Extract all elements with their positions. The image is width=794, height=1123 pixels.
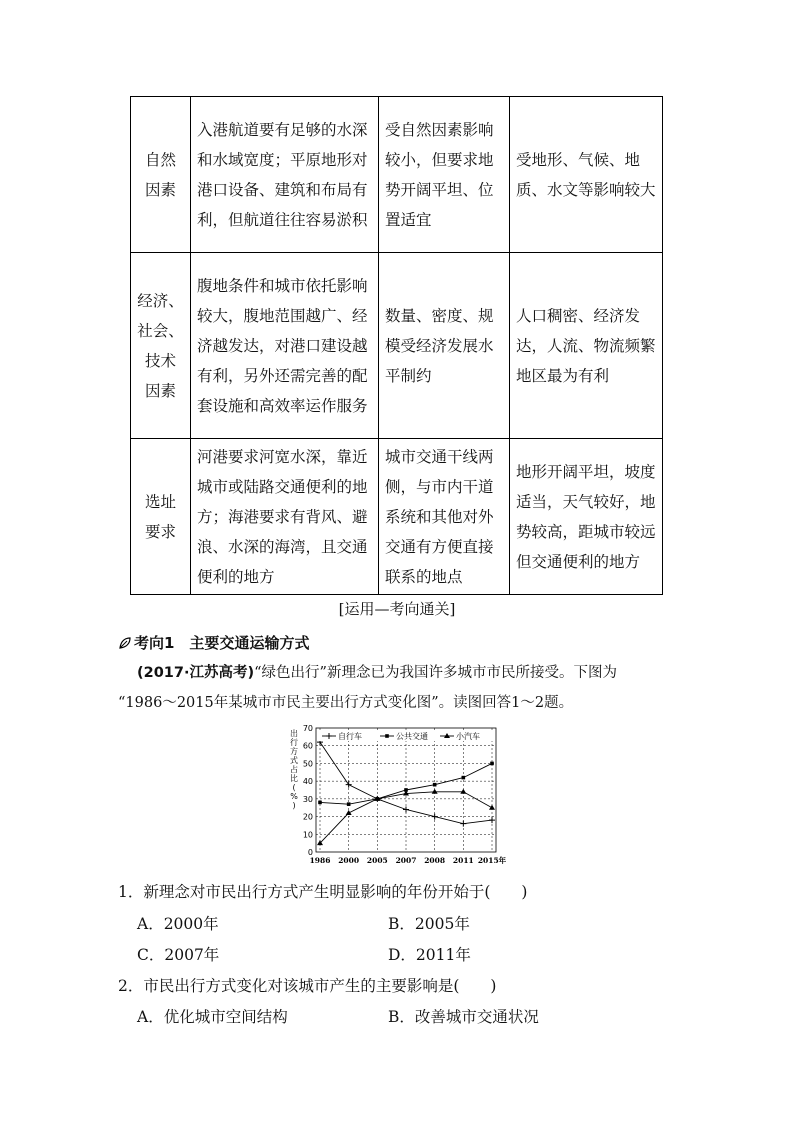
factor-cell [131, 97, 191, 253]
table-cell-c3 [379, 253, 510, 439]
table-row [131, 439, 663, 595]
q2-option-b: B．改善城市交通状况 [388, 1008, 539, 1026]
cell-text: 地形开阔平坦，坡度适当，天气较好，地势较高，距城市较远但交通便利的地方 [516, 462, 656, 571]
point-public-transit [347, 802, 351, 806]
intro-line1-text: “绿色出行”新理念已为我国许多城市市民所接受。下图为 [254, 665, 617, 681]
point-bicycle [346, 782, 352, 788]
section-title: [运用—考向通关] [338, 600, 456, 618]
intro-line-2: “1986～2015年某城市市民主要出行方式变化图”。读图回答1～2题。 [118, 695, 574, 711]
y-tick-label: 50 [302, 759, 313, 769]
point-public-transit [462, 776, 466, 780]
x-tick-label: 2007 [395, 856, 417, 865]
table-row [131, 253, 663, 439]
table-cell-c4 [510, 253, 663, 439]
y-axis-label-char: ) [292, 801, 296, 810]
q1-option-b: B．2005年 [388, 915, 470, 933]
point-car [460, 789, 466, 794]
leaf-icon [118, 636, 132, 650]
factor-label-line: 要求 [144, 522, 176, 541]
factor-label-line: 因素 [144, 180, 176, 199]
q2-option-a: A．优化城市空间结构 [137, 1008, 288, 1026]
point-bicycle [403, 806, 409, 812]
point-public-transit [433, 783, 437, 787]
table-cell-c3 [379, 97, 510, 253]
y-tick-label: 0 [307, 848, 313, 857]
table-cell-c2 [191, 253, 379, 439]
q1-option-d: D．2011年 [388, 946, 471, 964]
factor-label-line: 技术 [144, 351, 176, 370]
y-axis-label-char: 占 [290, 765, 298, 774]
intro-line-1 [137, 658, 697, 688]
question-1: 1．新理念对市民出行方式产生明显影响的年份开始于( ) [118, 883, 528, 901]
factor-cell [131, 439, 191, 595]
y-axis-label-char: ( [292, 783, 296, 792]
y-axis-label-char: 行 [290, 738, 298, 747]
factor-table [130, 96, 663, 595]
point-car [346, 810, 352, 815]
point-bicycle [460, 821, 466, 827]
table-cell-c2 [191, 439, 379, 595]
legend-label: 自行车 [338, 732, 362, 741]
y-axis-label-char: 式 [290, 756, 298, 765]
factor-cell [131, 253, 191, 439]
table-cell-c4 [510, 97, 663, 253]
factor-label-line: 因素 [144, 381, 176, 400]
travel-mode-chart [276, 722, 516, 870]
legend-label: 小汽车 [456, 732, 480, 741]
y-tick-label: 70 [302, 724, 313, 733]
q1-option-c: C．2007年 [137, 946, 220, 964]
legend-marker [385, 734, 389, 738]
table-row [131, 97, 663, 253]
factor-label-line: 经济、 [137, 291, 184, 310]
y-axis-label-char: 出 [290, 729, 298, 738]
y-axis-label-char: % [290, 792, 298, 801]
x-tick-label: 2000 [338, 856, 360, 865]
q1-option-a: A．2000年 [137, 915, 219, 933]
cell-text: 受自然因素影响较小，但要求地势开阔平坦、位置适宜 [385, 120, 494, 229]
cell-text: 河港要求河宽水深，靠近城市或陆路交通便利的地方；海港要求有背风、避浪、水深的海湾，且交通便利的地方 [197, 447, 368, 586]
cell-text: 入港航道要有足够的水深和水域宽度；平原地形对港口设备、建筑和布局有利，但航道往往容易淤积 [197, 120, 368, 229]
point-car [432, 789, 438, 794]
legend-label: 公共交通 [396, 732, 428, 741]
intro-source: (2017·江苏高考) [137, 665, 255, 681]
cell-text: 数量、密度、规模受经济发展水平制约 [385, 306, 494, 385]
cell-text: 城市交通干线两侧，与市内干道系统和其他对外交通有方便直接联系的地点 [385, 447, 494, 586]
x-tick-label: 2015年 [477, 856, 507, 865]
cell-text: 腹地条件和城市依托影响较大，腹地范围越广、经济越发达，对港口建设越有利，另外还需完善的配套设施和高效率运作服务 [197, 276, 368, 415]
x-tick-label: 2011 [452, 856, 474, 865]
table-cell-c3 [379, 439, 510, 595]
x-tick-label: 2005 [366, 856, 388, 865]
point-bicycle [432, 814, 438, 820]
question-2: 2．市民出行方式变化对该城市产生的主要影响是( ) [118, 977, 497, 995]
exam-direction-heading [118, 632, 309, 653]
factor-label-line: 自然 [144, 150, 176, 169]
factor-label-line: 社会、 [137, 321, 184, 340]
point-bicycle [489, 817, 495, 823]
x-tick-label: 1986 [309, 856, 331, 865]
y-tick-label: 60 [302, 741, 313, 751]
point-car [489, 805, 495, 810]
exam-direction-label: 考向1 主要交通运输方式 [134, 634, 310, 652]
cell-text: 受地形、气候、地质、水文等影响较大 [516, 150, 656, 199]
y-axis-label-char: 比 [290, 774, 298, 783]
factor-label-line: 选址 [144, 492, 176, 511]
cell-text: 人口稠密、经济发达，人流、物流频繁地区最为有利 [516, 306, 656, 385]
point-public-transit [490, 762, 494, 766]
y-tick-label: 30 [302, 794, 313, 804]
x-tick-label: 2008 [424, 856, 446, 865]
point-public-transit [318, 801, 322, 805]
y-tick-label: 20 [302, 812, 313, 822]
y-axis-label-char: 方 [290, 747, 298, 756]
table-cell-c2 [191, 97, 379, 253]
table-cell-c4 [510, 439, 663, 595]
y-tick-label: 40 [302, 777, 313, 787]
y-tick-label: 10 [302, 830, 313, 840]
